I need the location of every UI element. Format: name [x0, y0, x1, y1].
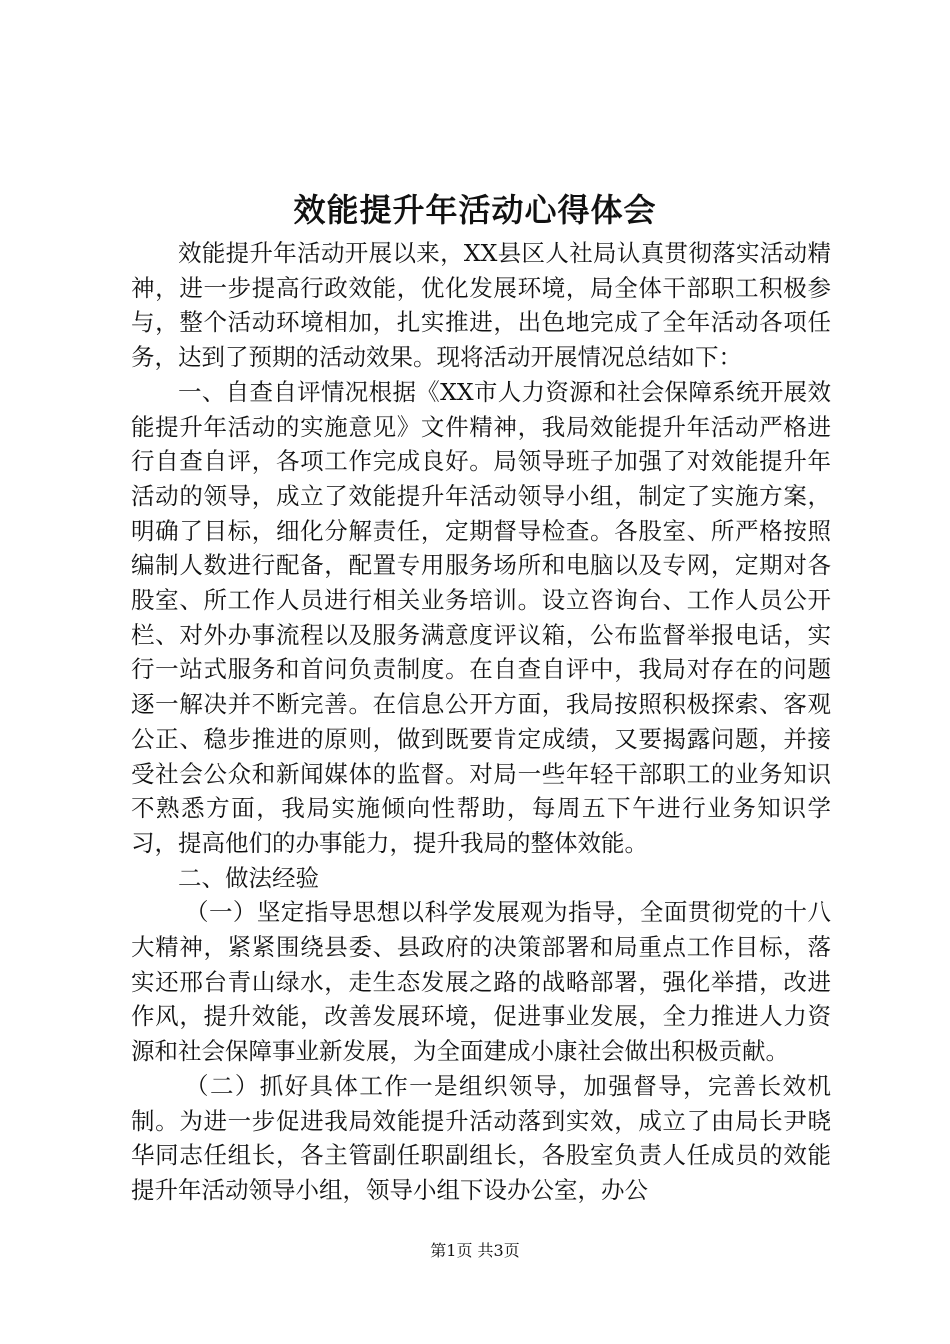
paragraph-specific-work: （二）抓好具体工作一是组织领导，加强督导，完善长效机制。为进一步促进我局效能提升活动落到实效，成立了由局长尹晓华同志任组长，各主管副任职副组长，各股室负责人任成员的效能提升年活动领导小组，领导小组下设办公室，办公: [131, 1071, 831, 1204]
paragraph-intro: 效能提升年活动开展以来，XX县区人社局认真贯彻落实活动精神，进一步提高行政效能，优化发展环境，局全体干部职工积极参与，整个活动环境相加，扎实推进，出色地完成了全年活动各项任务，达到了预期的活动效果。现将活动开展情况总结如下：: [131, 239, 831, 372]
section-heading-experience: 二、做法经验: [178, 863, 319, 892]
paragraph-guiding-thought: （一）坚定指导思想以科学发展观为指导，全面贯彻党的十八大精神，紧紧围绕县委、县政府的决策部署和局重点工作目标，落实还邢台青山绿水，走生态发展之路的战略部署，强化举措，改进作风，提升效能，改善发展环境，促进事业发展，全力推进人力资源和社会保障事业新发展，为全面建成小康社会做出积极贡献。: [131, 898, 831, 1066]
paragraph-self-assessment: 一、自查自评情况根据《XX市人力资源和社会保障系统开展效能提升年活动的实施意见》文件精神，我局效能提升年活动严格进行自查自评，各项工作完成良好。局领导班子加强了对效能提升年活动的领导，成立了效能提升年活动领导小组，制定了实施方案，明确了目标，细化分解责任，定期督导检查。各股室、所严格按照编制人数进行配备，配置专用服务场所和电脑以及专网，定期对各股室、所工作人员进行相关业务培训。设立咨询台、工作人员公开栏、对外办事流程以及服务满意度评议箱，公布监督举报电话，实行一站式服务和首问负责制度。在自查自评中，我局对存在的问题逐一解决并不断完善。在信息公开方面，我局按照积极探索、客观公正、稳步推进的原则，做到既要肯定成绩，又要揭露问题，并接受社会公众和新闻媒体的监督。对局一些年轻干部职工的业务知识不熟悉方面，我局实施倾向性帮助，每周五下午进行业务知识学习，提高他们的办事能力，提升我局的整体效能。: [131, 377, 831, 857]
document-title: 效能提升年活动心得体会: [293, 191, 657, 229]
document-body: [131, 236, 831, 1208]
page-number-footer: 第1页 共3页: [430, 1241, 520, 1260]
